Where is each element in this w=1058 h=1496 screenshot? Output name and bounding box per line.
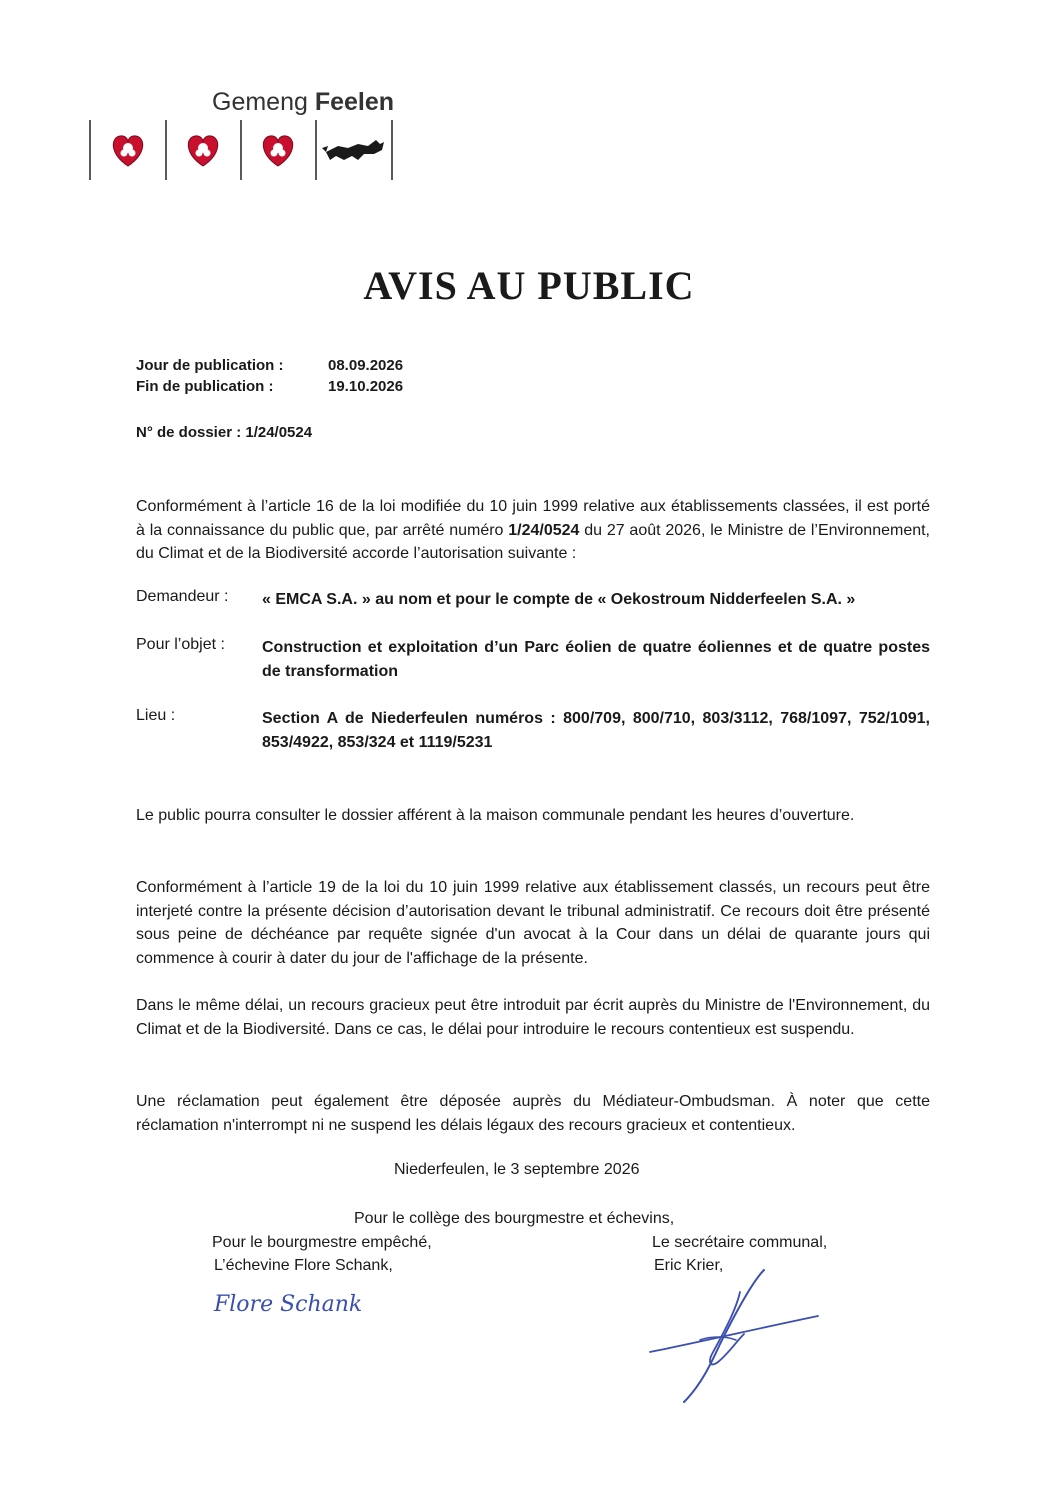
publication-start-value: 08.09.2026 xyxy=(328,357,404,374)
municipality-logo-text xyxy=(212,88,394,117)
publication-end-label: Fin de publication : xyxy=(136,378,274,395)
intro-text-2: du 27 août 2026, le Ministre de l’Environnement, du Climat et de la Biodiversité accorde l’autorisation suivante : xyxy=(136,521,931,562)
right-signatory-role: Le secrétaire communal, xyxy=(652,1234,828,1251)
signature-left-text: Flore Schank xyxy=(214,1292,363,1317)
lieu-label: Lieu : xyxy=(136,707,176,724)
heart-icon xyxy=(113,136,142,166)
intro-paragraph xyxy=(136,495,930,566)
recours-paragraph: Conformément à l’article 19 de la loi du 10 juin 1999 relative aux établissement classés, un recours peut être interjeté contre la présente décision d’autorisation devant le tribunal administratif. Ce recours doit être présenté sous peine de déchéance par requête signée d'un avocat à la Cour dans un délai de quarante jours qui commence à courir à dater du jour de l'affichage de la présente. xyxy=(136,879,930,967)
dossier-number: N° de dossier : 1/24/0524 xyxy=(136,424,313,441)
intro-text-1: Conformément à l’article 16 de la loi modifiée du 10 juin 1999 relative aux établissements classées, il est porté à la connaissance du public que, par arrêté numéro xyxy=(136,498,930,539)
demandeur-value: « EMCA S.A. » au nom et pour le compte de « Oekostroum Nidderfeelen S.A. » xyxy=(262,591,856,608)
objet-label: Pour l’objet : xyxy=(136,636,225,653)
objet-value: Construction et exploitation d’un Parc éolien de quatre éoliennes et de quatre postes de transformation xyxy=(262,639,930,680)
heart-icon xyxy=(263,136,292,166)
college-line: Pour le collège des bourgmestre et échevins, xyxy=(354,1210,675,1227)
place-date: Niederfeulen, le 3 septembre 2026 xyxy=(394,1161,640,1178)
lieu-value: Section A de Niederfeulen numéros : 800/709, 800/710, 803/3112, 768/1097, 752/1091, 853/4922, 853/324 et 1119/5231 xyxy=(262,710,930,751)
consult-paragraph: Le public pourra consulter le dossier afférent à la maison communale pendant les heures d’ouverture. xyxy=(136,807,855,824)
publication-start-label: Jour de publication : xyxy=(136,357,284,374)
heart-icon xyxy=(188,136,217,166)
reclamation-paragraph: Une réclamation peut également être déposée auprès du Médiateur-Ombudsman. À noter que cette réclamation n'interrompt ni ne suspend les délais légaux des recours gracieux et contentieux. xyxy=(136,1093,930,1134)
arrete-number: 1/24/0524 xyxy=(508,521,580,539)
publication-end-value: 19.10.2026 xyxy=(328,378,404,395)
logo-prefix: Gemeng xyxy=(212,88,308,116)
logo-name: Feelen xyxy=(314,88,395,116)
demandeur-label: Demandeur : xyxy=(136,588,229,605)
municipality-crest xyxy=(86,120,396,182)
left-signatory-role: Pour le bourgmestre empêché, xyxy=(212,1234,432,1251)
right-signatory-name: Eric Krier, xyxy=(654,1257,724,1274)
page-title: AVIS AU PUBLIC xyxy=(363,263,695,308)
gracieux-paragraph: Dans le même délai, un recours gracieux peut être introduit par écrit auprès du Ministre de l'Environnement, du Climat et de la Biodiversité. Dans ce cas, le délai pour introduire le recours contentieux est suspendu. xyxy=(136,997,930,1038)
left-signatory-name: L’échevine Flore Schank, xyxy=(214,1257,393,1274)
handwritten-signature-left xyxy=(214,1292,362,1317)
heraldic-animal-icon xyxy=(322,140,384,160)
handwritten-signature-right xyxy=(640,1262,830,1404)
